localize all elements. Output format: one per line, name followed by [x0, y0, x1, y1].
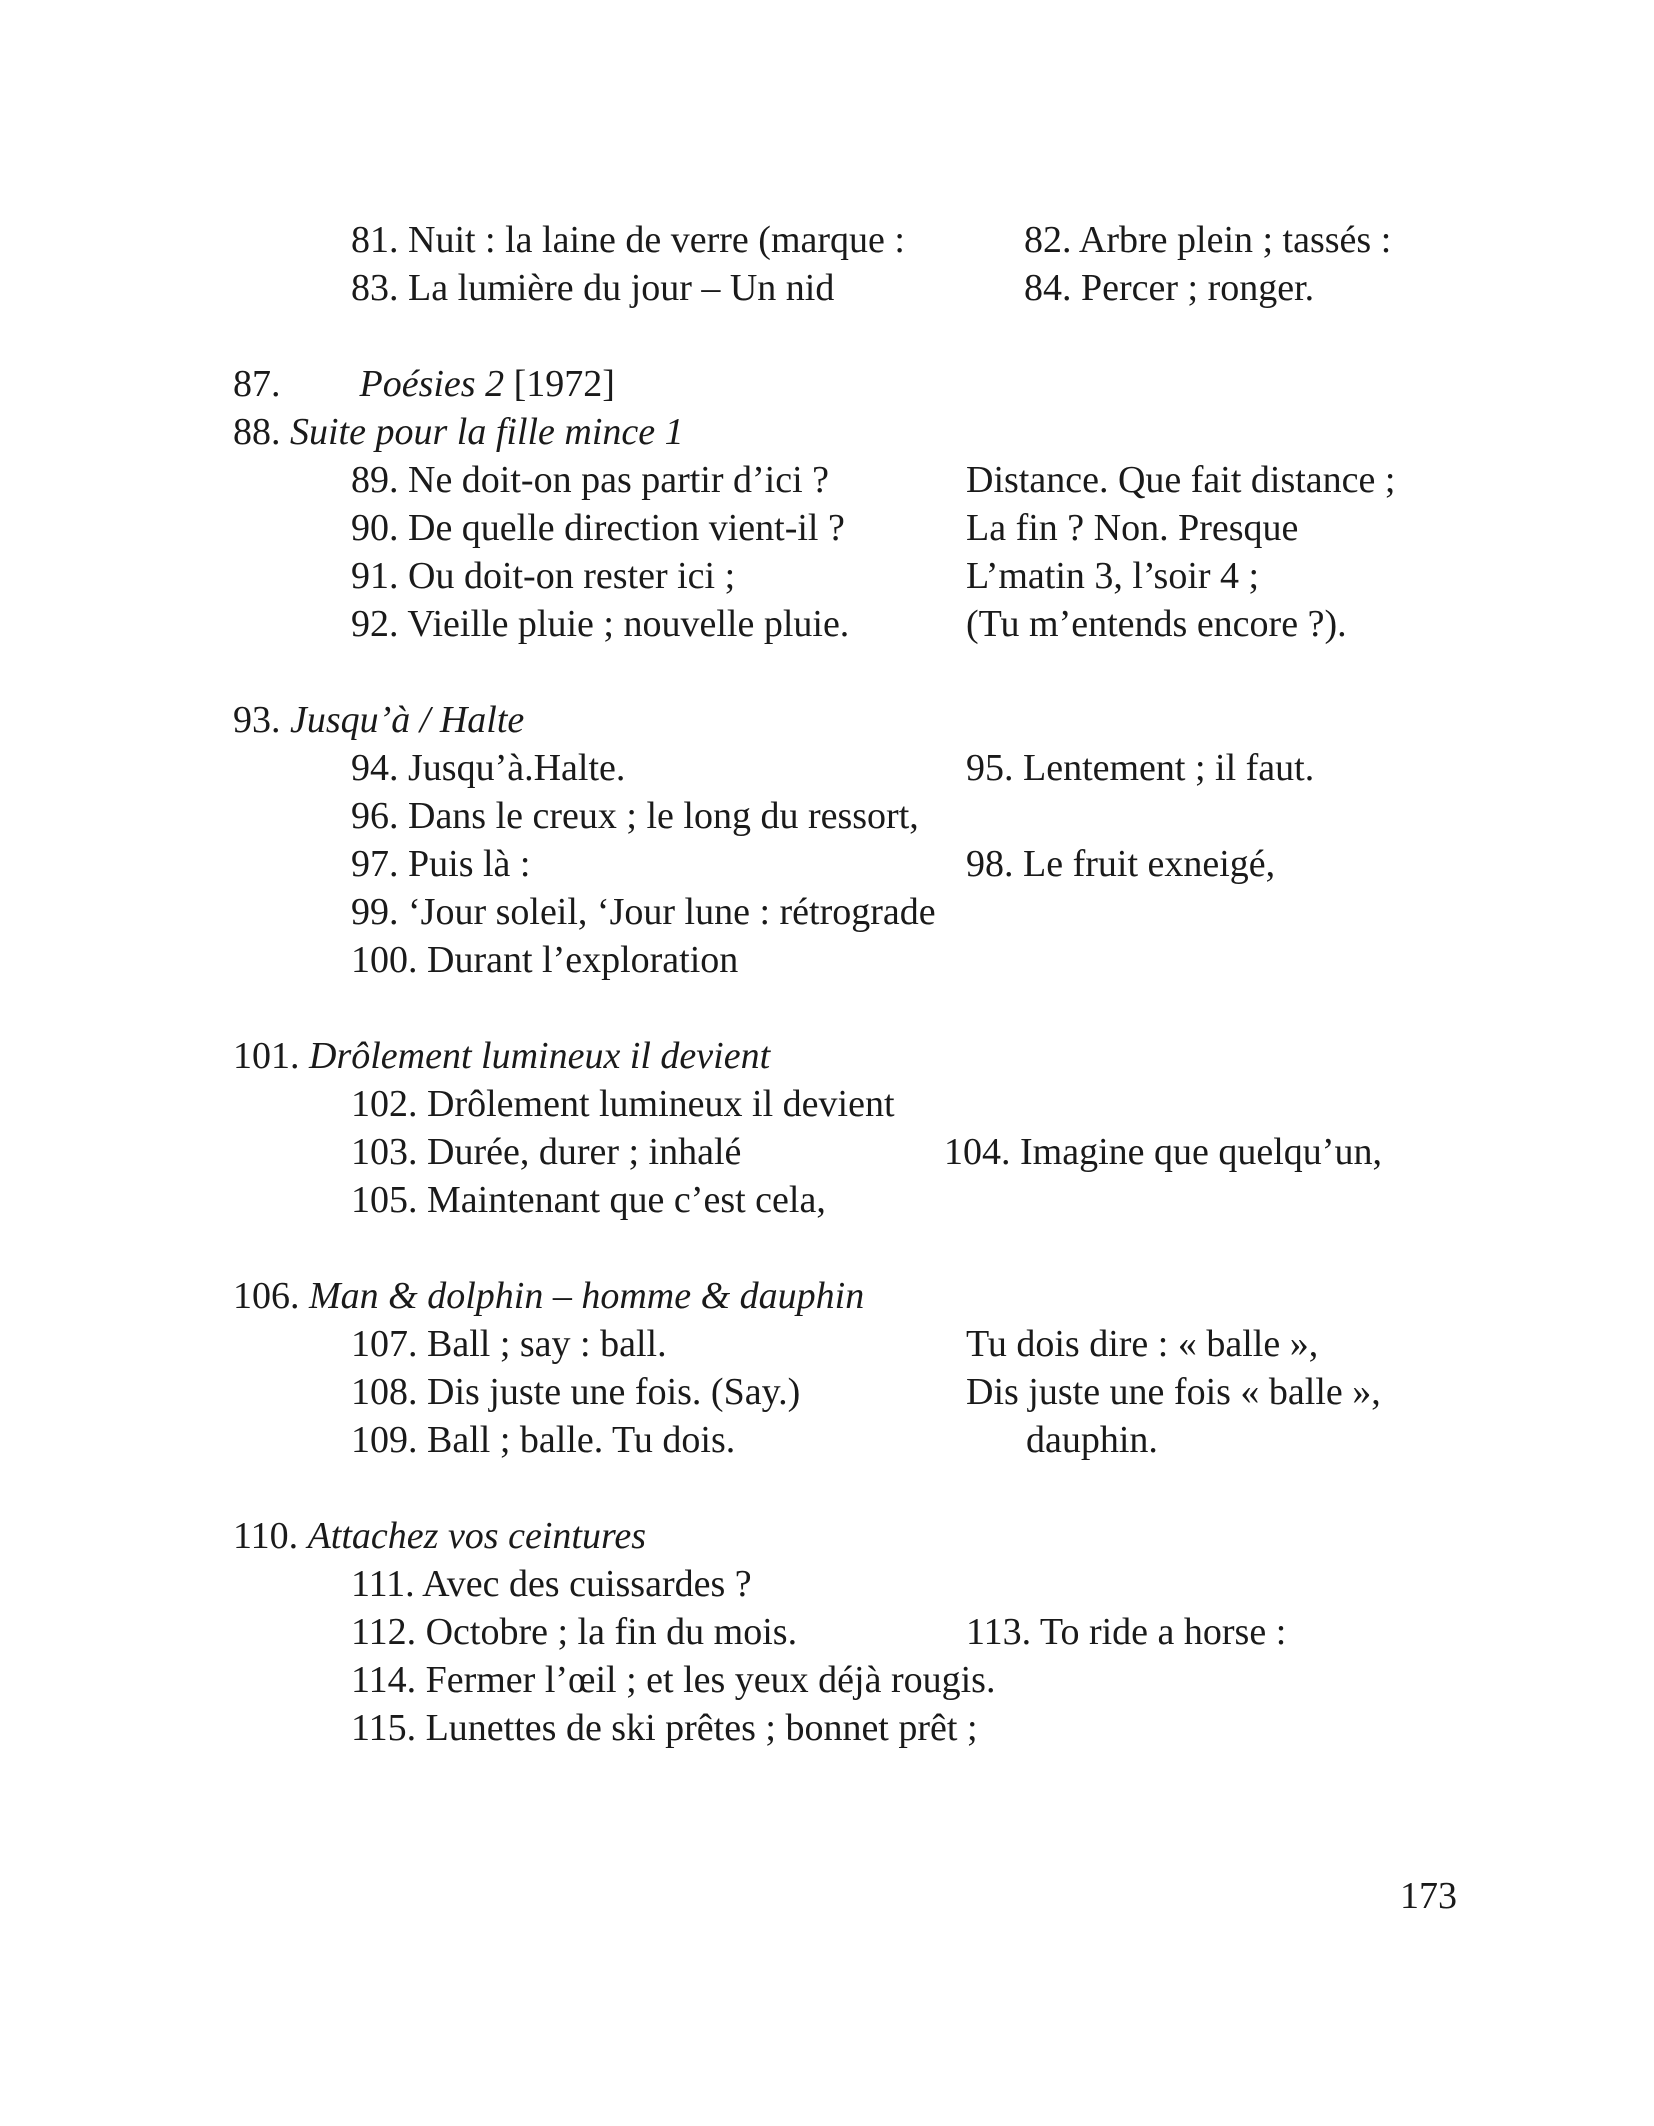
section-110-heading	[233, 1512, 646, 1560]
section-title: Man & dolphin – homme & dauphin	[309, 1275, 865, 1317]
line-95: 95. Lentement ; il faut.	[966, 747, 1315, 789]
line-97: 97. Puis là :	[351, 843, 531, 885]
line-98: 98. Le fruit exneigé,	[966, 843, 1276, 885]
section-title: Poésies 2	[359, 363, 505, 405]
line-89: 89. Ne doit-on pas partir d’ici ?	[351, 459, 830, 501]
section-87-heading	[233, 360, 615, 408]
section-number: 110.	[233, 1515, 299, 1557]
line-107: 107. Ball ; say : ball.	[351, 1323, 667, 1365]
line-94: 94. Jusqu’à.Halte.	[351, 747, 626, 789]
line-115: 115. Lunettes de ski prêtes ; bonnet prêt ;	[351, 1707, 978, 1749]
section-101-heading	[233, 1032, 770, 1080]
line-107-right: Tu dois dire : « balle »,	[966, 1323, 1319, 1365]
line-99: 99. ‘Jour soleil, ‘Jour lune : rétrograde	[351, 891, 936, 933]
line-109: 109. Ball ; balle. Tu dois.	[351, 1419, 736, 1461]
line-89-right: Distance. Que fait distance ;	[966, 459, 1396, 501]
section-title: Attachez vos ceintures	[307, 1515, 646, 1557]
line-103: 103. Durée, durer ; inhalé	[351, 1131, 742, 1173]
section-number: 93.	[233, 699, 281, 741]
line-114: 114. Fermer l’œil ; et les yeux déjà rougis.	[351, 1659, 996, 1701]
line-92: 92. Vieille pluie ; nouvelle pluie.	[351, 603, 850, 645]
line-84: 84. Percer ; ronger.	[1024, 267, 1315, 309]
line-104: 104. Imagine que quelqu’un,	[944, 1131, 1382, 1173]
line-91-right: L’matin 3, l’soir 4 ;	[966, 555, 1260, 597]
line-90-right: La fin ? Non. Presque	[966, 507, 1299, 549]
line-105: 105. Maintenant que c’est cela,	[351, 1179, 826, 1221]
line-111: 111. Avec des cuissardes ?	[351, 1563, 752, 1605]
line-113: 113. To ride a horse :	[966, 1611, 1287, 1653]
section-title: Jusqu’à / Halte	[290, 699, 525, 741]
line-90: 90. De quelle direction vient-il ?	[351, 507, 845, 549]
line-112: 112. Octobre ; la fin du mois.	[351, 1611, 798, 1653]
section-106-heading	[233, 1272, 864, 1320]
section-number: 106.	[233, 1275, 300, 1317]
line-96: 96. Dans le creux ; le long du ressort,	[351, 795, 919, 837]
line-81: 81. Nuit : la laine de verre (marque :	[351, 219, 905, 261]
section-number: 101.	[233, 1035, 300, 1077]
section-93-heading	[233, 696, 524, 744]
line-109-right: dauphin.	[1026, 1419, 1158, 1461]
section-title: Suite pour la fille mince 1	[290, 411, 684, 453]
section-year: [1972]	[513, 363, 615, 405]
line-83: 83. La lumière du jour – Un nid	[351, 267, 835, 309]
section-88-heading	[233, 408, 684, 456]
line-102: 102. Drôlement lumineux il devient	[351, 1083, 895, 1125]
line-82: 82. Arbre plein ; tassés :	[1024, 219, 1392, 261]
line-91: 91. Ou doit-on rester ici ;	[351, 555, 736, 597]
line-108: 108. Dis juste une fois. (Say.)	[351, 1371, 801, 1413]
line-100: 100. Durant l’exploration	[351, 939, 739, 981]
line-108-right: Dis juste une fois « balle »,	[966, 1371, 1381, 1413]
page-number: 173	[1400, 1875, 1457, 1917]
section-number: 87.	[233, 363, 281, 405]
section-title: Drôlement lumineux il devient	[309, 1035, 771, 1077]
section-number: 88.	[233, 411, 281, 453]
line-92-right: (Tu m’entends encore ?).	[966, 603, 1347, 645]
